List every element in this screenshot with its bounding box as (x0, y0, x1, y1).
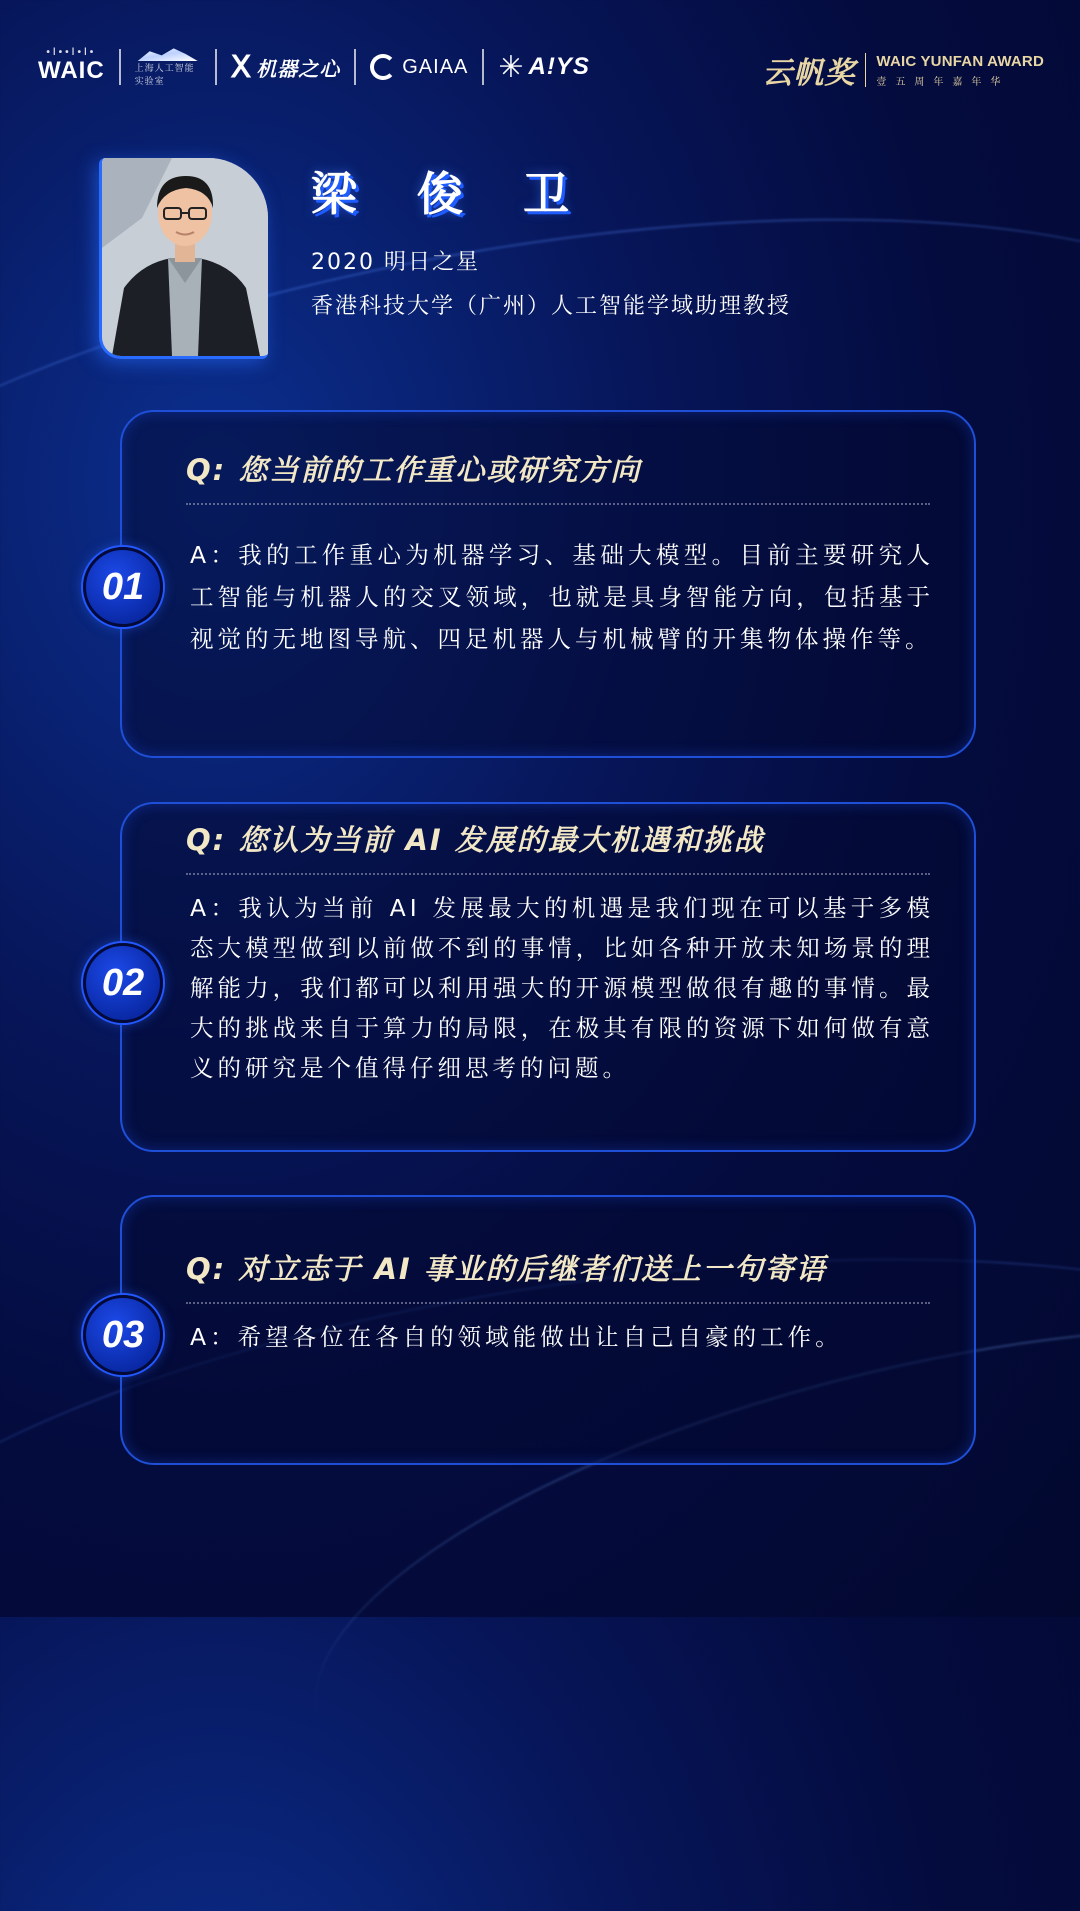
shanghai-ai-lab-logo (135, 47, 201, 87)
answer-text: A：我的工作重心为机器学习、基础大模型。目前主要研究人工智能与机器人的交叉领域，也就是具身智能方向，包括基于视觉的无地图导航、四足机器人与机械臂的开集物体操作等。 (190, 541, 934, 653)
logo-divider (119, 49, 121, 85)
gaiaa-logo (370, 47, 468, 87)
partner-logo-bar (38, 44, 590, 90)
aiys-logo-text: A!YS (528, 53, 590, 80)
qa-card-2 (120, 802, 976, 1152)
affiliation: 香港科技大学（广州）人工智能学域助理教授 (311, 294, 792, 319)
award-year-title: 2020 明日之星 (311, 250, 480, 275)
award-name-en: WAIC YUNFAN AWARD (876, 52, 1044, 70)
shanghai-ai-lab-mark-icon (138, 47, 198, 61)
waic-dots-icon: •ǀ••ǀ•ǀ• (46, 47, 97, 58)
qa-number-badge: 01 (83, 547, 163, 627)
award-name-cn: 云帆奖 (762, 56, 856, 91)
logo-divider (215, 49, 217, 85)
person-name: 梁 俊 卫 (311, 167, 592, 221)
qa-card-3 (120, 1195, 976, 1465)
waic-logo-text: WAIC (38, 57, 105, 84)
yunfan-award-logo (762, 48, 1044, 92)
aiys-burst-icon: ✳ (498, 50, 525, 84)
question-title: Q: 对立志于 AI 事业的后继者们送上一句寄语 (186, 1247, 930, 1304)
logo-divider (482, 49, 484, 85)
answer-text: A：希望各位在各自的领域能做出让自己自豪的工作。 (190, 1323, 843, 1351)
jiqizhixin-logo-text: 机器之心 (256, 56, 341, 81)
gaiaa-mark-icon (370, 54, 396, 80)
aiys-logo (498, 47, 589, 87)
portrait-illustration (102, 158, 268, 356)
profile-photo (99, 158, 268, 359)
qa-number-badge: 02 (83, 943, 163, 1023)
award-subtitle: 壹五周年嘉年华 (876, 76, 1010, 88)
award-name-en-block (876, 53, 1044, 88)
jiqizhixin-mark-icon: Ⅹ (230, 50, 253, 84)
jiqizhixin-logo (231, 47, 341, 87)
gaiaa-logo-text: GAIAA (402, 55, 469, 78)
qa-number-badge: 03 (83, 1295, 163, 1375)
shanghai-ai-lab-logo-text: 上海人工智能实验室 (134, 63, 195, 86)
question-title: Q: 您当前的工作重心或研究方向 (186, 448, 930, 505)
question-title: Q: 您认为当前 AI 发展的最大机遇和挑战 (186, 818, 930, 875)
logo-divider (354, 49, 356, 85)
qa-card-1 (120, 410, 976, 758)
answer-text: A：我认为当前 AI 发展最大的机遇是我们现在可以基于多模态大模型做到以前做不到的事情，比如各种开放未知场景的理解能力，我们都可以利用强大的开源模型做很有趣的事情。最大的挑战来自于算力的局限，在极其有限的资源下如何做有意义的研究是个值得仔细思考的问题。 (190, 894, 934, 1082)
waic-logo (38, 47, 105, 87)
award-divider (865, 53, 866, 87)
